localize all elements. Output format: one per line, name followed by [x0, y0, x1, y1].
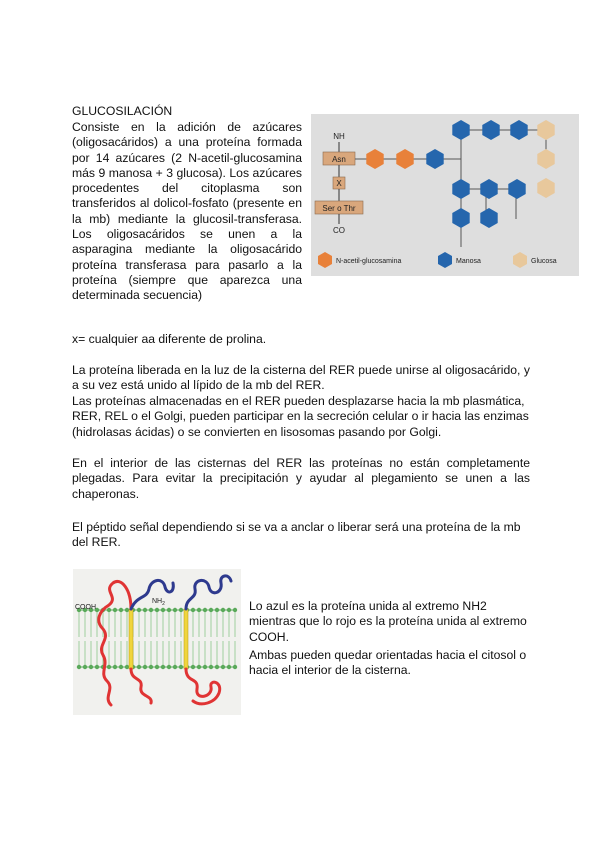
x-label: X: [336, 179, 342, 188]
lipid-head: [137, 608, 141, 612]
lipid-head: [119, 608, 123, 612]
lipid-head: [233, 665, 237, 669]
legend-nag-label: N-acetil-glucosamina: [336, 258, 402, 265]
ser-thr-label: Ser o Thr: [322, 204, 356, 213]
lipid-head: [203, 608, 207, 612]
lipid-head: [155, 608, 159, 612]
lipid-head: [149, 608, 153, 612]
paragraph-orientation: Ambas pueden quedar orientadas hacia el citosol o hacia el interior de la cisterna.: [249, 648, 527, 678]
intro-paragraph: Consiste en la adición de azúcares (oligosacáridos) a una proteína formada por 14 azúcares (2 N-acetil-glucosamina más 9 manosa + 3 glucosa). Los azúcares procedentes del citoplasma son transferidos al dolicol-fosfato (presente en la mb) mediante la glucosil-transferasa. Los oligosacáridos se unen a la asparagina mediante la oligosacárido proteína transferasa para pasarlo a la proteína (siempre que aparezca una determinada secuencia): [72, 120, 302, 303]
lipid-head: [173, 665, 177, 669]
lipid-head: [113, 608, 117, 612]
lipid-head: [113, 665, 117, 669]
lipid-head: [233, 608, 237, 612]
lipid-head: [107, 665, 111, 669]
x-note: x= cualquier aa diferente de prolina.: [72, 332, 267, 346]
lipid-head: [167, 608, 171, 612]
helix-red: [129, 609, 133, 669]
lipid-head: [143, 665, 147, 669]
nh2-label: $NH_2$: [152, 598, 165, 607]
glc-sugars: [537, 120, 554, 198]
paragraph-blue-red: Lo azul es la proteína unida al extremo NH2 mientras que lo rojo es la proteína unida al extremo COOH.: [249, 599, 527, 644]
page-heading: GLUCOSILACIÓN: [72, 104, 173, 118]
lipid-head: [209, 665, 213, 669]
lipid-head: [191, 665, 195, 669]
lipid-head: [215, 665, 219, 669]
lipid-head: [119, 665, 123, 669]
lipid-head: [227, 665, 231, 669]
co-label: CO: [333, 226, 345, 235]
paragraph-rer-release: La proteína liberada en la luz de la cisterna del RER puede unirse al oligosacárido, y a su vez está unido al lípido de la mb del RER.: [72, 363, 530, 393]
lipid-head: [221, 665, 225, 669]
lipid-head: [83, 665, 87, 669]
lipid-head: [203, 665, 207, 669]
paragraph-signal-peptide: El péptido señal dependiendo si se va a anclar o liberar será una proteína de la mb del RER.: [72, 520, 521, 550]
lipid-head: [137, 665, 141, 669]
lipid-head: [215, 608, 219, 612]
lipid-head: [221, 608, 225, 612]
lipid-head: [161, 665, 165, 669]
lipid-head: [125, 608, 129, 612]
lipid-head: [77, 665, 81, 669]
lipid-head: [191, 608, 195, 612]
lipid-head: [107, 608, 111, 612]
lipid-head: [161, 608, 165, 612]
lipid-head: [197, 608, 201, 612]
lipid-head: [149, 665, 153, 669]
cooh-label: COOH: [75, 604, 96, 611]
legend-man-label: Manosa: [456, 258, 481, 265]
paragraph-chaperones: En el interior de las cisternas del RER las proteínas no están completamente plegadas. Para evitar la precipitación y ayudar al plegamiento se unen a las chaperonas.: [72, 456, 530, 501]
paragraph-rer-destinations: Las proteínas almacenadas en el RER pueden desplazarse hacia la mb plasmática, RER, REL o el Golgi, pueden participar en la secreción celular o ir hacia las enzimas (hidrolasas ácidas) o se convierten en lisosomas pasando por Golgi.: [72, 394, 529, 439]
lipid-head: [197, 665, 201, 669]
lipid-head: [89, 665, 93, 669]
lipid-head: [227, 608, 231, 612]
lipid-head: [179, 608, 183, 612]
lipid-head: [167, 665, 171, 669]
lipid-head: [209, 608, 213, 612]
legend-glc-label: Glucosa: [531, 258, 557, 265]
asn-label: Asn: [332, 155, 346, 164]
lipid-head: [155, 665, 159, 669]
lipid-head: [143, 608, 147, 612]
lipid-head: [125, 665, 129, 669]
helix-blue: [184, 609, 188, 669]
nh-label: NH: [333, 132, 345, 141]
lipid-head: [173, 608, 177, 612]
lipid-head: [179, 665, 183, 669]
glyco-background: [311, 114, 579, 276]
membrane-protein-diagram: [73, 569, 241, 715]
glycosylation-diagram: [311, 114, 579, 276]
lipid-head: [95, 665, 99, 669]
